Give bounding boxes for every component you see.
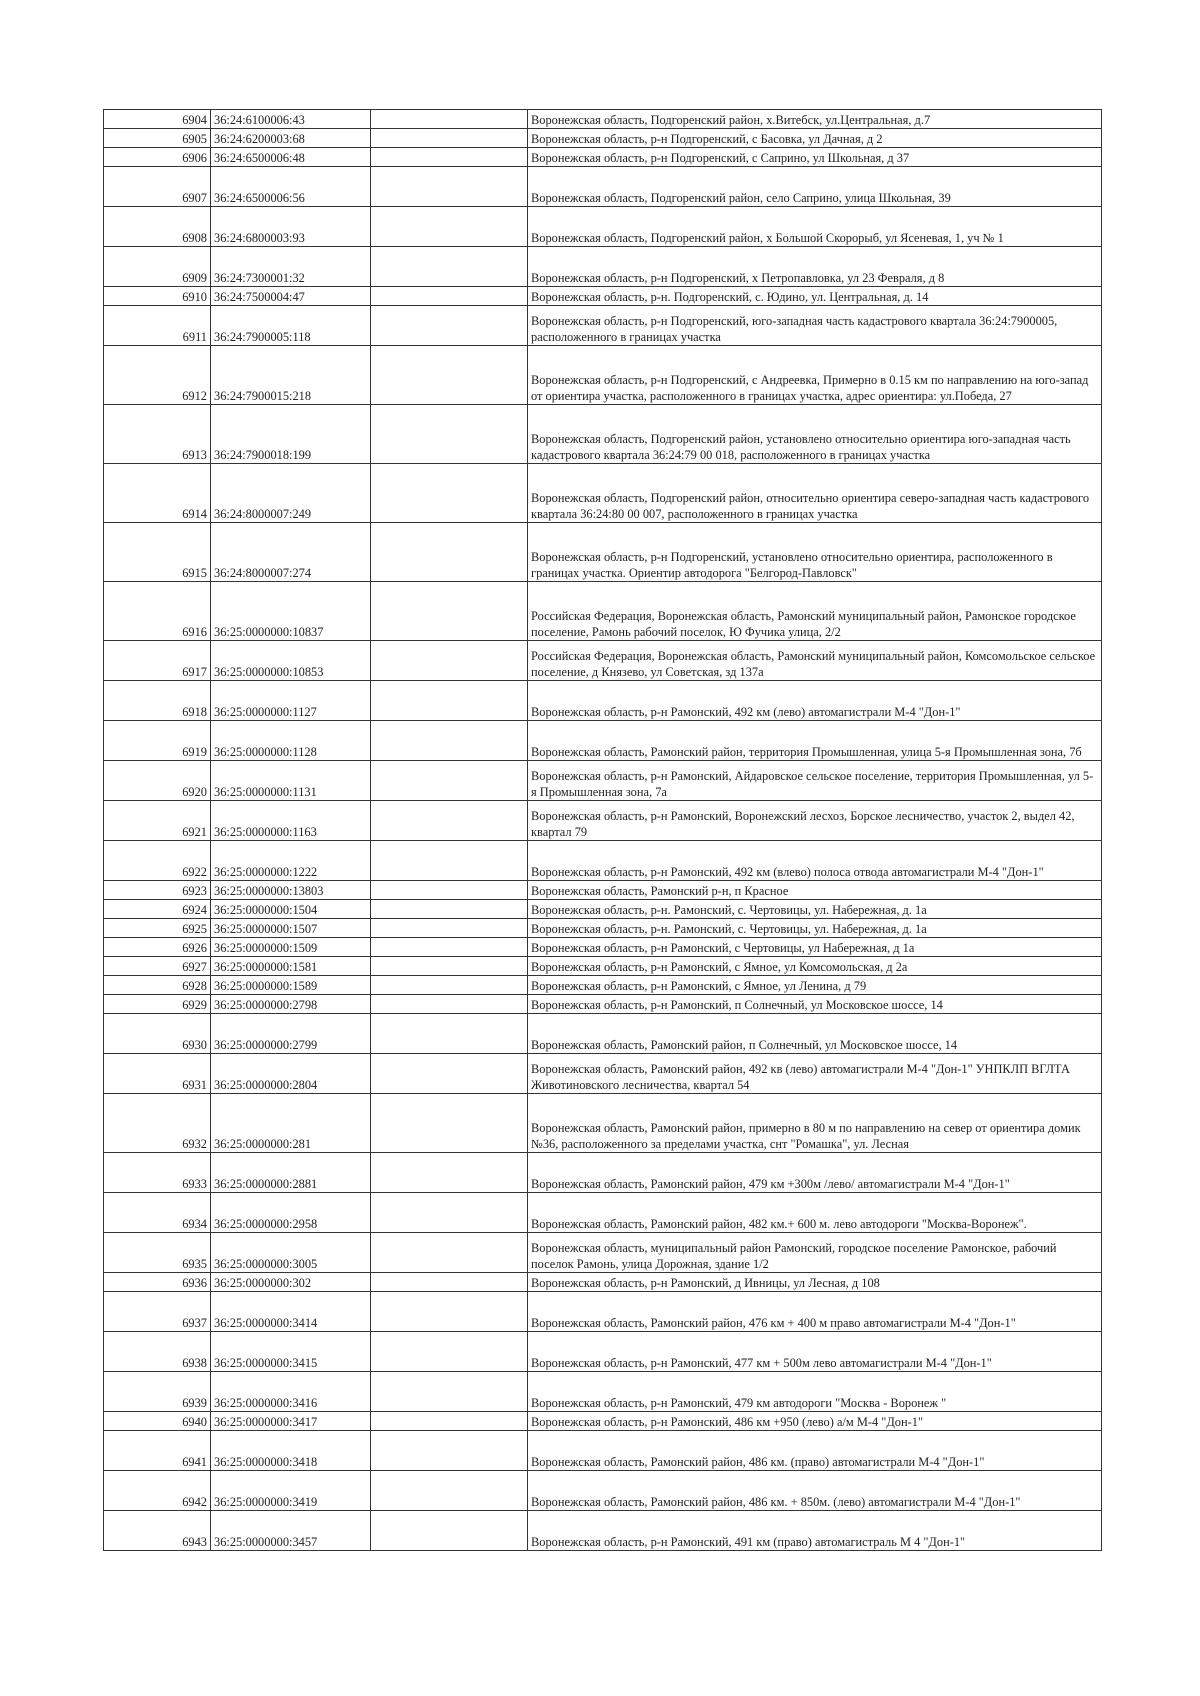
cadastral-number-cell: 36:25:0000000:302	[211, 1273, 371, 1292]
row-number-cell: 6934	[104, 1193, 211, 1233]
address-cell: Воронежская область, Рамонский район, 482 км.+ 600 м. лево автодороги "Москва-Воронеж".	[528, 1193, 1102, 1233]
empty-cell	[371, 1193, 528, 1233]
cadastral-number-cell: 36:25:0000000:1131	[211, 761, 371, 801]
table-row	[104, 721, 1102, 761]
table-row	[104, 1412, 1102, 1431]
row-number-cell: 6932	[104, 1094, 211, 1153]
table-row	[104, 1471, 1102, 1511]
cadastral-number-cell: 36:25:0000000:1128	[211, 721, 371, 761]
table-row	[104, 1233, 1102, 1273]
cadastral-number-cell: 36:24:6100006:43	[211, 110, 371, 129]
table-row	[104, 681, 1102, 721]
empty-cell	[371, 405, 528, 464]
address-cell: Воронежская область, муниципальный район Рамонский, городское поселение Рамонское, рабочий поселок Рамонь, улица Дорожная, здание 1/2	[528, 1233, 1102, 1273]
empty-cell	[371, 148, 528, 167]
cadastral-number-cell: 36:25:0000000:3415	[211, 1332, 371, 1372]
table-row	[104, 957, 1102, 976]
cadastral-number-cell: 36:25:0000000:10853	[211, 641, 371, 681]
table-row	[104, 306, 1102, 346]
cadastral-number-cell: 36:25:0000000:2958	[211, 1193, 371, 1233]
row-number-cell: 6905	[104, 129, 211, 148]
row-number-cell: 6926	[104, 938, 211, 957]
cadastral-number-cell: 36:25:0000000:3418	[211, 1431, 371, 1471]
row-number-cell: 6927	[104, 957, 211, 976]
property-table	[103, 109, 1102, 1551]
address-cell: Воронежская область, р-н Рамонский, с Ямное, ул Ленина, д 79	[528, 976, 1102, 995]
address-cell: Воронежская область, р-н Рамонский, с Чертовицы, ул Набережная, д 1а	[528, 938, 1102, 957]
row-number-cell: 6933	[104, 1153, 211, 1193]
row-number-cell: 6928	[104, 976, 211, 995]
row-number-cell: 6938	[104, 1332, 211, 1372]
cadastral-number-cell: 36:25:0000000:1581	[211, 957, 371, 976]
row-number-cell: 6909	[104, 247, 211, 287]
cadastral-number-cell: 36:25:0000000:1222	[211, 841, 371, 881]
row-number-cell: 6929	[104, 995, 211, 1014]
table-row	[104, 129, 1102, 148]
empty-cell	[371, 1332, 528, 1372]
empty-cell	[371, 900, 528, 919]
cadastral-number-cell: 36:25:0000000:3416	[211, 1372, 371, 1412]
address-cell: Воронежская область, Подгоренский район, село Саприно, улица Школьная, 39	[528, 167, 1102, 207]
address-cell: Воронежская область, р-н Рамонский, Воронежский лесхоз, Борское лесничество, участок 2, выдел 42, квартал 79	[528, 801, 1102, 841]
cadastral-number-cell: 36:25:0000000:3005	[211, 1233, 371, 1273]
empty-cell	[371, 761, 528, 801]
address-cell: Российская Федерация, Воронежская область, Рамонский муниципальный район, Рамонское городское поселение, Рамонь рабочий поселок, Ю Фучика улица, 2/2	[528, 582, 1102, 641]
row-number-cell: 6935	[104, 1233, 211, 1273]
row-number-cell: 6912	[104, 346, 211, 405]
table-body	[104, 110, 1102, 1551]
cadastral-number-cell: 36:25:0000000:3417	[211, 1412, 371, 1431]
address-cell: Воронежская область, Подгоренский район, установлено относительно ориентира юго-западная часть кадастрового квартала 36:24:79 00 018, расположенного в границах участка	[528, 405, 1102, 464]
row-number-cell: 6920	[104, 761, 211, 801]
table-row	[104, 1014, 1102, 1054]
row-number-cell: 6923	[104, 881, 211, 900]
table-row	[104, 247, 1102, 287]
table-row	[104, 167, 1102, 207]
address-cell: Воронежская область, р-н Рамонский, 477 км + 500м лево автомагистрали М-4 "Дон-1"	[528, 1332, 1102, 1372]
address-cell: Воронежская область, Рамонский район, 492 кв (лево) автомагистрали М-4 "Дон-1" УНПКЛП ВГЛТА Животиновского лесничества, квартал 54	[528, 1054, 1102, 1094]
address-cell: Воронежская область, Рамонский район, примерно в 80 м по направлению на север от ориентира домик №36, расположенного за пределами участка, снт "Ромашка", ул. Лесная	[528, 1094, 1102, 1153]
address-cell: Воронежская область, Рамонский район, 479 км +300м /лево/ автомагистрали М-4 "Дон-1"	[528, 1153, 1102, 1193]
row-number-cell: 6907	[104, 167, 211, 207]
address-cell: Воронежская область, р-н Рамонский, 486 км +950 (лево) а/м М-4 "Дон-1"	[528, 1412, 1102, 1431]
empty-cell	[371, 129, 528, 148]
row-number-cell: 6930	[104, 1014, 211, 1054]
row-number-cell: 6939	[104, 1372, 211, 1412]
address-cell: Российская Федерация, Воронежская область, Рамонский муниципальный район, Комсомольское сельское поселение, д Князево, ул Советская, зд 137а	[528, 641, 1102, 681]
empty-cell	[371, 1153, 528, 1193]
empty-cell	[371, 287, 528, 306]
row-number-cell: 6917	[104, 641, 211, 681]
empty-cell	[371, 1292, 528, 1332]
row-number-cell: 6916	[104, 582, 211, 641]
empty-cell	[371, 1233, 528, 1273]
cadastral-number-cell: 36:25:0000000:1504	[211, 900, 371, 919]
cadastral-number-cell: 36:25:0000000:3414	[211, 1292, 371, 1332]
address-cell: Воронежская область, р-н. Подгоренский, с. Юдино, ул. Центральная, д. 14	[528, 287, 1102, 306]
address-cell: Воронежская область, Подгоренский район, х Большой Скорорыб, ул Ясеневая, 1, уч № 1	[528, 207, 1102, 247]
table-row	[104, 881, 1102, 900]
table-row	[104, 1511, 1102, 1551]
row-number-cell: 6915	[104, 523, 211, 582]
address-cell: Воронежская область, р-н. Рамонский, с. Чертовицы, ул. Набережная, д. 1а	[528, 900, 1102, 919]
row-number-cell: 6910	[104, 287, 211, 306]
table-row	[104, 1292, 1102, 1332]
empty-cell	[371, 957, 528, 976]
table-row	[104, 582, 1102, 641]
table-row	[104, 1153, 1102, 1193]
empty-cell	[371, 346, 528, 405]
empty-cell	[371, 523, 528, 582]
cadastral-number-cell: 36:25:0000000:2798	[211, 995, 371, 1014]
empty-cell	[371, 247, 528, 287]
row-number-cell: 6937	[104, 1292, 211, 1332]
table-row	[104, 919, 1102, 938]
row-number-cell: 6931	[104, 1054, 211, 1094]
address-cell: Воронежская область, Рамонский район, территория Промышленная, улица 5-я Промышленная зона, 7б	[528, 721, 1102, 761]
empty-cell	[371, 1431, 528, 1471]
cadastral-number-cell: 36:24:7900005:118	[211, 306, 371, 346]
cadastral-number-cell: 36:24:6800003:93	[211, 207, 371, 247]
address-cell: Воронежская область, Рамонский район, 486 км. + 850м. (лево) автомагистрали М-4 "Дон-1"	[528, 1471, 1102, 1511]
cadastral-number-cell: 36:24:8000007:274	[211, 523, 371, 582]
cadastral-number-cell: 36:25:0000000:281	[211, 1094, 371, 1153]
cadastral-number-cell: 36:25:0000000:3419	[211, 1471, 371, 1511]
row-number-cell: 6924	[104, 900, 211, 919]
table-row	[104, 148, 1102, 167]
address-cell: Воронежская область, р-н Рамонский, 492 км (влево) полоса отвода автомагистрали М-4 "Дон-1"	[528, 841, 1102, 881]
empty-cell	[371, 110, 528, 129]
empty-cell	[371, 1054, 528, 1094]
empty-cell	[371, 1412, 528, 1431]
cadastral-number-cell: 36:24:7300001:32	[211, 247, 371, 287]
table-row	[104, 1193, 1102, 1233]
table-row	[104, 1332, 1102, 1372]
empty-cell	[371, 721, 528, 761]
table-row	[104, 523, 1102, 582]
address-cell: Воронежская область, р-н Рамонский, 491 км (право) автомагистраль М 4 "Дон-1"	[528, 1511, 1102, 1551]
cadastral-number-cell: 36:24:6500006:56	[211, 167, 371, 207]
cadastral-number-cell: 36:25:0000000:1163	[211, 801, 371, 841]
address-cell: Воронежская область, Подгоренский район, х.Витебск, ул.Центральная, д.7	[528, 110, 1102, 129]
cadastral-number-cell: 36:24:7900018:199	[211, 405, 371, 464]
address-cell: Воронежская область, р-н Подгоренский, х Петропавловка, ул 23 Февраля, д 8	[528, 247, 1102, 287]
empty-cell	[371, 1372, 528, 1412]
empty-cell	[371, 681, 528, 721]
address-cell: Воронежская область, Рамонский район, 476 км + 400 м право автомагистрали М-4 "Дон-1"	[528, 1292, 1102, 1332]
address-cell: Воронежская область, р-н Рамонский, д Ивницы, ул Лесная, д 108	[528, 1273, 1102, 1292]
empty-cell	[371, 306, 528, 346]
empty-cell	[371, 167, 528, 207]
row-number-cell: 6921	[104, 801, 211, 841]
cadastral-number-cell: 36:25:0000000:2799	[211, 1014, 371, 1054]
empty-cell	[371, 938, 528, 957]
table-row	[104, 207, 1102, 247]
table-row	[104, 405, 1102, 464]
address-cell: Воронежская область, р-н Рамонский, с Ямное, ул Комсомольская, д 2а	[528, 957, 1102, 976]
address-cell: Воронежская область, р-н Рамонский, 479 км автодороги "Москва - Воронеж "	[528, 1372, 1102, 1412]
empty-cell	[371, 801, 528, 841]
empty-cell	[371, 464, 528, 523]
empty-cell	[371, 1094, 528, 1153]
table-row	[104, 641, 1102, 681]
address-cell: Воронежская область, р-н. Рамонский, с. Чертовицы, ул. Набережная, д. 1а	[528, 919, 1102, 938]
cadastral-number-cell: 36:24:8000007:249	[211, 464, 371, 523]
cadastral-number-cell: 36:25:0000000:2881	[211, 1153, 371, 1193]
table-row	[104, 1273, 1102, 1292]
table-row	[104, 287, 1102, 306]
empty-cell	[371, 582, 528, 641]
table-row	[104, 110, 1102, 129]
table-row	[104, 761, 1102, 801]
empty-cell	[371, 1471, 528, 1511]
table-row	[104, 1431, 1102, 1471]
cadastral-number-cell: 36:25:0000000:1507	[211, 919, 371, 938]
empty-cell	[371, 1273, 528, 1292]
table-row	[104, 464, 1102, 523]
row-number-cell: 6925	[104, 919, 211, 938]
table-row	[104, 1094, 1102, 1153]
row-number-cell: 6914	[104, 464, 211, 523]
row-number-cell: 6936	[104, 1273, 211, 1292]
cadastral-number-cell: 36:25:0000000:2804	[211, 1054, 371, 1094]
address-cell: Воронежская область, р-н Рамонский, Айдаровское сельское поселение, территория Промышленная, ул 5-я Промышленная зона, 7а	[528, 761, 1102, 801]
row-number-cell: 6943	[104, 1511, 211, 1551]
empty-cell	[371, 881, 528, 900]
empty-cell	[371, 207, 528, 247]
cadastral-number-cell: 36:24:7500004:47	[211, 287, 371, 306]
table-row	[104, 346, 1102, 405]
empty-cell	[371, 1014, 528, 1054]
row-number-cell: 6904	[104, 110, 211, 129]
row-number-cell: 6906	[104, 148, 211, 167]
table-row	[104, 801, 1102, 841]
cadastral-number-cell: 36:24:7900015:218	[211, 346, 371, 405]
table-row	[104, 1372, 1102, 1412]
cadastral-number-cell: 36:24:6500006:48	[211, 148, 371, 167]
address-cell: Воронежская область, р-н Подгоренский, юго-западная часть кадастрового квартала 36:24:7900005, расположенного в границах участка	[528, 306, 1102, 346]
row-number-cell: 6918	[104, 681, 211, 721]
address-cell: Воронежская область, р-н Подгоренский, установлено относительно ориентира, расположенного в границах участка. Ориентир автодорога "Белгород-Павловск"	[528, 523, 1102, 582]
cadastral-number-cell: 36:25:0000000:10837	[211, 582, 371, 641]
cadastral-number-cell: 36:25:0000000:13803	[211, 881, 371, 900]
cadastral-number-cell: 36:25:0000000:3457	[211, 1511, 371, 1551]
empty-cell	[371, 919, 528, 938]
table-row	[104, 841, 1102, 881]
empty-cell	[371, 1511, 528, 1551]
address-cell: Воронежская область, Подгоренский район, относительно ориентира северо-западная часть кадастрового квартала 36:24:80 00 007, расположенного в границах участка	[528, 464, 1102, 523]
address-cell: Воронежская область, р-н Подгоренский, с Басовка, ул Дачная, д 2	[528, 129, 1102, 148]
empty-cell	[371, 976, 528, 995]
row-number-cell: 6942	[104, 1471, 211, 1511]
cadastral-number-cell: 36:24:6200003:68	[211, 129, 371, 148]
table-row	[104, 938, 1102, 957]
cadastral-number-cell: 36:25:0000000:1509	[211, 938, 371, 957]
address-cell: Воронежская область, р-н Подгоренский, с Андреевка, Примерно в 0.15 км по направлению на юго-запад от ориентира участка, расположенного в границах участка, адрес ориентира: ул.Победа, 27	[528, 346, 1102, 405]
row-number-cell: 6940	[104, 1412, 211, 1431]
address-cell: Воронежская область, р-н Подгоренский, с Саприно, ул Школьная, д 37	[528, 148, 1102, 167]
empty-cell	[371, 641, 528, 681]
row-number-cell: 6908	[104, 207, 211, 247]
table-row	[104, 995, 1102, 1014]
empty-cell	[371, 841, 528, 881]
cadastral-number-cell: 36:25:0000000:1127	[211, 681, 371, 721]
address-cell: Воронежская область, Рамонский р-н, п Красное	[528, 881, 1102, 900]
row-number-cell: 6919	[104, 721, 211, 761]
address-cell: Воронежская область, Рамонский район, 486 км. (право) автомагистрали М-4 "Дон-1"	[528, 1431, 1102, 1471]
empty-cell	[371, 995, 528, 1014]
table-row	[104, 1054, 1102, 1094]
address-cell: Воронежская область, р-н Рамонский, 492 км (лево) автомагистрали М-4 "Дон-1"	[528, 681, 1102, 721]
row-number-cell: 6911	[104, 306, 211, 346]
table-row	[104, 976, 1102, 995]
table-row	[104, 900, 1102, 919]
row-number-cell: 6941	[104, 1431, 211, 1471]
row-number-cell: 6922	[104, 841, 211, 881]
cadastral-number-cell: 36:25:0000000:1589	[211, 976, 371, 995]
address-cell: Воронежская область, Рамонский район, п Солнечный, ул Московское шоссе, 14	[528, 1014, 1102, 1054]
row-number-cell: 6913	[104, 405, 211, 464]
address-cell: Воронежская область, р-н Рамонский, п Солнечный, ул Московское шоссе, 14	[528, 995, 1102, 1014]
